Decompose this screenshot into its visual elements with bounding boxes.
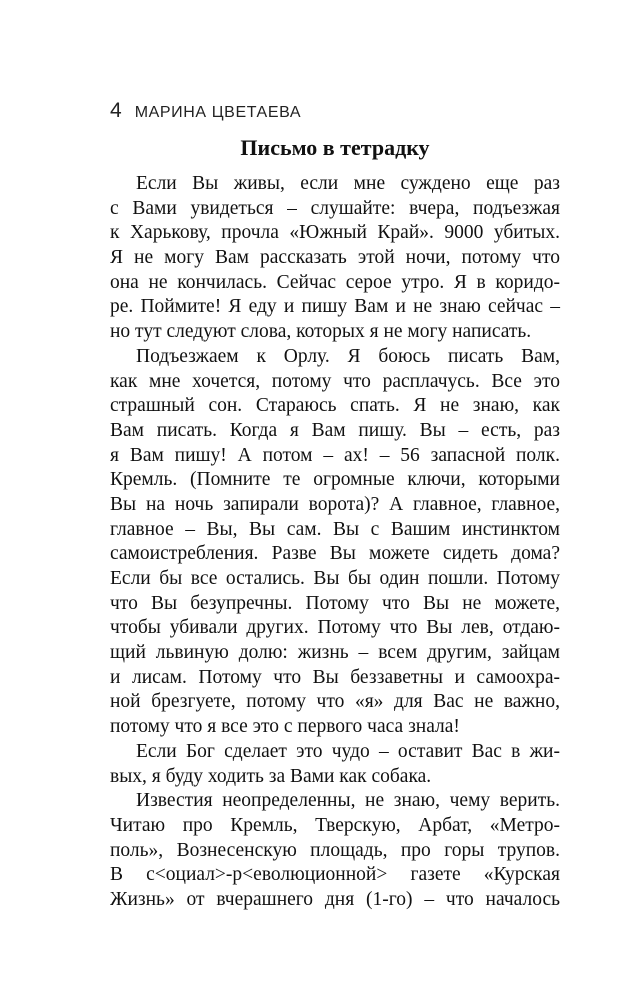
text-line: щий львиную долю: жизнь – всем другим, зайцам — [110, 642, 560, 664]
text-line: Если Бог сделает это чудо – оставит Вас в жи- — [136, 740, 560, 762]
text-line: ре. Поймите! Я еду и пишу Вам и не знаю сейчас – — [110, 296, 560, 318]
text-line: ной брезгуете, потому что «я» для Вас не важно, — [110, 691, 560, 713]
text-line: и лисам. Потому что Вы беззаветны и самоохра- — [110, 666, 560, 688]
text-line: вых, я буду ходить за Вами как собака. — [110, 765, 432, 787]
text-line: Кремль. (Помните те огромные ключи, которыми — [110, 469, 560, 491]
paragraph — [110, 740, 560, 789]
running-author: МАРИНА ЦВЕТАЕВА — [134, 104, 302, 121]
text-line: Читаю про Кремль, Тверскую, Арбат, «Метро- — [110, 814, 560, 836]
text-line: главное – Вы, Вы сам. Вы с Вашим инстинктом — [110, 518, 560, 540]
text-line: она не кончилась. Сейчас серое утро. Я в коридо- — [110, 271, 560, 293]
paragraph — [110, 789, 560, 912]
text-line: к Харькову, прочла «Южный Край». 9000 убитых. — [110, 222, 560, 244]
text-line: как мне хочется, потому что расплачусь. Все это — [110, 370, 560, 392]
text-line: с Вами увидеться – слушайте: вчера, подъезжая — [110, 197, 560, 219]
paragraph — [110, 172, 560, 345]
text-line: самоистребления. Разве Вы можете сидеть дома? — [110, 543, 560, 565]
text-line: Вам писать. Когда я Вам пишу. Вы – есть, раз — [110, 419, 560, 441]
page-number: 4 — [110, 99, 122, 122]
text-line: Подъезжаем к Орлу. Я боюсь писать Вам, — [136, 345, 560, 367]
text-line: страшный сон. Стараюсь спать. Я не знаю, как — [110, 395, 560, 417]
text-line: Жизнь» от вчерашнего дня (1-го) – что началось — [110, 888, 560, 910]
chapter-title: Письмо в тетрадку — [240, 135, 430, 160]
running-header — [110, 99, 301, 123]
text-line: Я не могу Вам рассказать этой ночи, потому что — [110, 247, 560, 269]
text-line: Если Вы живы, если мне суждено еще раз — [136, 173, 560, 194]
text-line: но тут следуют слова, которых я не могу написать. — [110, 321, 532, 343]
text-line: потому что я все это с первого часа знала! — [110, 716, 460, 738]
text-line: Известия неопределенны, не знаю, чему верить. — [136, 790, 560, 812]
letter-body — [110, 172, 560, 913]
text-line: Вы на ночь запирали ворота)? А главное, главное, — [110, 493, 560, 515]
text-line: чтобы убивали других. Потому что Вы лев, отдаю- — [110, 617, 560, 639]
text-line: я Вам пишу! А потом – ах! – 56 запасной полк. — [110, 444, 560, 466]
paragraph — [110, 345, 560, 740]
text-line: поль», Вознесенскую площадь, про горы трупов. — [110, 839, 560, 861]
text-line: В с<оциал>-р<еволюционной> газете «Курская — [110, 864, 560, 886]
text-line: Если бы все остались. Вы бы один пошли. Потому — [110, 568, 560, 589]
text-line: что Вы безупречны. Потому что Вы не можете, — [110, 592, 560, 614]
